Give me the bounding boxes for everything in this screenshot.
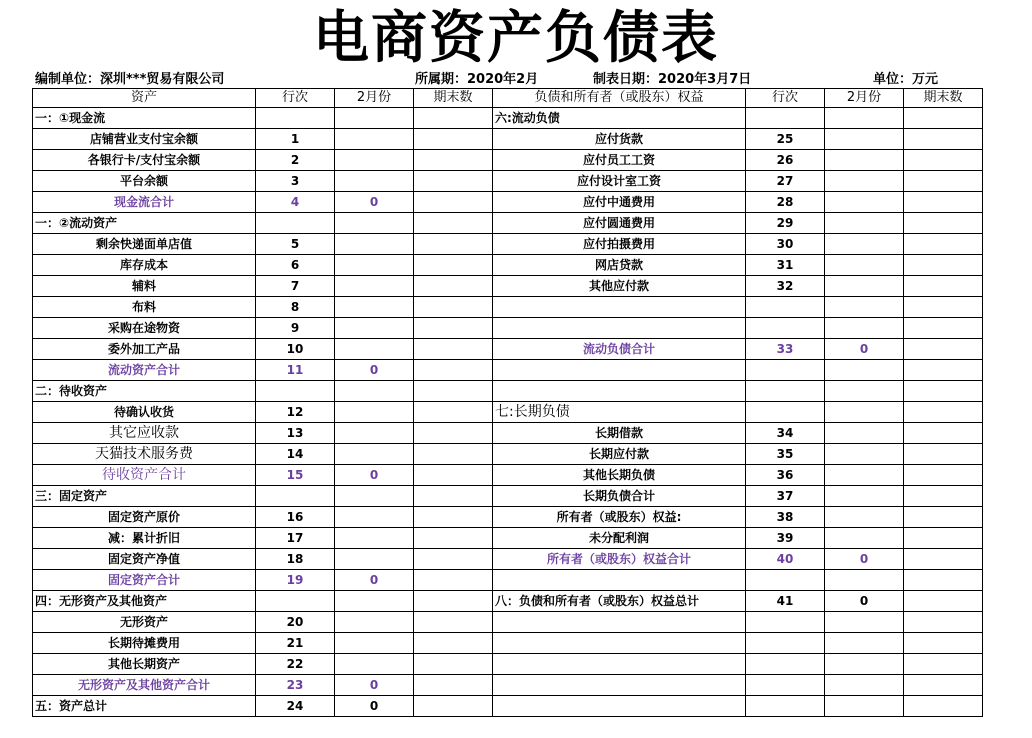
asset-label-cell[interactable]: 剩余快递面单店值 [33,234,256,255]
liability-period-end-value-cell[interactable] [904,213,983,234]
table-row [33,234,983,255]
liability-row-number-cell[interactable] [746,318,825,339]
asset-row-number-cell[interactable]: 22 [256,654,335,675]
asset-label-cell[interactable]: 采购在途物资 [33,318,256,339]
liability-period-end-value-cell[interactable] [904,444,983,465]
asset-feb-value-cell[interactable] [335,297,414,318]
table-row [33,276,983,297]
liability-period-end-value-cell[interactable] [904,297,983,318]
table-row [33,402,983,423]
table-row [33,654,983,675]
liability-row-number-cell[interactable]: 32 [746,276,825,297]
asset-row-number-cell[interactable]: 19 [256,570,335,591]
liability-period-end-value-cell[interactable] [904,276,983,297]
asset-period-end-value-cell[interactable] [414,633,493,654]
asset-period-end-value-cell[interactable] [414,465,493,486]
liability-label-cell[interactable]: 长期借款 [493,423,746,444]
asset-label-cell[interactable]: 一：①现金流 [33,108,256,129]
asset-label-cell[interactable]: 三：固定资产 [33,486,256,507]
col-header: 期末数 [904,89,983,108]
asset-period-end-value-cell[interactable] [414,108,493,129]
liability-period-end-value-cell[interactable] [904,381,983,402]
table-row [33,423,983,444]
liability-row-number-cell[interactable]: 35 [746,444,825,465]
table-row [33,129,983,150]
liability-label-cell[interactable] [493,570,746,591]
asset-period-end-value-cell[interactable] [414,591,493,612]
liability-label-cell[interactable]: 七:长期负债 [493,402,746,423]
col-header: 行次 [256,89,335,108]
asset-feb-value-cell[interactable] [335,423,414,444]
liability-feb-value-cell[interactable] [825,465,904,486]
asset-feb-value-cell[interactable] [335,591,414,612]
asset-period-end-value-cell[interactable] [414,171,493,192]
liability-label-cell[interactable] [493,675,746,696]
liability-feb-value-cell[interactable] [825,150,904,171]
asset-period-end-value-cell[interactable] [414,213,493,234]
asset-feb-value-cell[interactable]: 0 [335,360,414,381]
asset-label-cell[interactable]: 店铺营业支付宝余额 [33,129,256,150]
table-row [33,297,983,318]
liability-row-number-cell[interactable] [746,402,825,423]
asset-period-end-value-cell[interactable] [414,339,493,360]
liability-feb-value-cell[interactable] [825,318,904,339]
liability-period-end-value-cell[interactable] [904,654,983,675]
table-row [33,528,983,549]
liability-label-cell[interactable]: 网店贷款 [493,255,746,276]
liability-label-cell[interactable] [493,633,746,654]
table-row [33,444,983,465]
asset-row-number-cell[interactable]: 21 [256,633,335,654]
liability-label-cell[interactable]: 八：负债和所有者（或股东）权益总计 [493,591,746,612]
asset-label-cell[interactable]: 流动资产合计 [33,360,256,381]
asset-row-number-cell[interactable]: 20 [256,612,335,633]
asset-feb-value-cell[interactable] [335,171,414,192]
asset-row-number-cell[interactable]: 7 [256,276,335,297]
page-title: 电商资产负债表 [313,5,719,71]
asset-period-end-value-cell[interactable] [414,276,493,297]
liability-feb-value-cell[interactable] [825,192,904,213]
asset-feb-value-cell[interactable] [335,444,414,465]
liability-period-end-value-cell[interactable] [904,486,983,507]
asset-period-end-value-cell[interactable] [414,234,493,255]
liability-period-end-value-cell[interactable] [904,507,983,528]
liability-label-cell[interactable] [493,612,746,633]
asset-feb-value-cell[interactable] [335,654,414,675]
table-row [33,486,983,507]
liability-row-number-cell[interactable]: 26 [746,150,825,171]
asset-period-end-value-cell[interactable] [414,129,493,150]
asset-feb-value-cell[interactable] [335,150,414,171]
liability-row-number-cell[interactable] [746,108,825,129]
liability-feb-value-cell[interactable] [825,612,904,633]
liability-label-cell[interactable] [493,696,746,717]
liability-feb-value-cell[interactable] [825,696,904,717]
liability-feb-value-cell[interactable] [825,570,904,591]
org-unit: 编制单位：深圳***贸易有限公司 [35,72,225,87]
asset-row-number-cell[interactable]: 9 [256,318,335,339]
liability-period-end-value-cell[interactable] [904,192,983,213]
liability-row-number-cell[interactable]: 33 [746,339,825,360]
asset-period-end-value-cell[interactable] [414,675,493,696]
period: 所属期：2020年2月 [415,72,539,87]
liability-period-end-value-cell[interactable] [904,528,983,549]
liability-period-end-value-cell[interactable] [904,171,983,192]
asset-label-cell[interactable]: 待收资产合计 [33,465,256,486]
asset-period-end-value-cell[interactable] [414,150,493,171]
liability-period-end-value-cell[interactable] [904,549,983,570]
liability-label-cell[interactable] [493,381,746,402]
liability-label-cell[interactable]: 应付中通费用 [493,192,746,213]
table-row [33,696,983,717]
liability-row-number-cell[interactable]: 30 [746,234,825,255]
liability-feb-value-cell[interactable] [825,444,904,465]
liability-feb-value-cell[interactable] [825,486,904,507]
asset-label-cell[interactable]: 五：资产总计 [33,696,256,717]
liability-row-number-cell[interactable]: 37 [746,486,825,507]
asset-row-number-cell[interactable]: 12 [256,402,335,423]
liability-feb-value-cell[interactable] [825,360,904,381]
liability-feb-value-cell[interactable] [825,213,904,234]
asset-period-end-value-cell[interactable] [414,696,493,717]
liability-feb-value-cell[interactable] [825,276,904,297]
liability-label-cell[interactable]: 应付圆通费用 [493,213,746,234]
liability-row-number-cell[interactable]: 41 [746,591,825,612]
table-row [33,612,983,633]
asset-period-end-value-cell[interactable] [414,402,493,423]
asset-feb-value-cell[interactable] [335,213,414,234]
liability-label-cell[interactable]: 应付员工工资 [493,150,746,171]
asset-period-end-value-cell[interactable] [414,507,493,528]
liability-row-number-cell[interactable] [746,612,825,633]
asset-feb-value-cell[interactable]: 0 [335,675,414,696]
liability-label-cell[interactable]: 六:流动负债 [493,108,746,129]
liability-row-number-cell[interactable] [746,696,825,717]
liability-period-end-value-cell[interactable] [904,150,983,171]
liability-row-number-cell[interactable]: 31 [746,255,825,276]
asset-row-number-cell[interactable] [256,381,335,402]
asset-row-number-cell[interactable]: 10 [256,339,335,360]
liability-feb-value-cell[interactable] [825,402,904,423]
liability-row-number-cell[interactable] [746,633,825,654]
liability-period-end-value-cell[interactable] [904,318,983,339]
asset-period-end-value-cell[interactable] [414,528,493,549]
asset-period-end-value-cell[interactable] [414,486,493,507]
liability-feb-value-cell[interactable] [825,129,904,150]
liability-label-cell[interactable]: 所有者（或股东）权益: [493,507,746,528]
asset-feb-value-cell[interactable] [335,612,414,633]
asset-period-end-value-cell[interactable] [414,612,493,633]
asset-label-cell[interactable]: 天猫技术服务费 [33,444,256,465]
liability-period-end-value-cell[interactable] [904,633,983,654]
liability-period-end-value-cell[interactable] [904,255,983,276]
liability-period-end-value-cell[interactable] [904,591,983,612]
asset-feb-value-cell[interactable] [335,402,414,423]
liability-feb-value-cell[interactable] [825,675,904,696]
asset-label-cell[interactable]: 二：待收资产 [33,381,256,402]
liability-label-cell[interactable] [493,318,746,339]
liability-feb-value-cell[interactable] [825,528,904,549]
table-row [33,381,983,402]
asset-label-cell[interactable]: 各银行卡/支付宝余额 [33,150,256,171]
liability-row-number-cell[interactable]: 36 [746,465,825,486]
asset-feb-value-cell[interactable] [335,318,414,339]
asset-row-number-cell[interactable] [256,213,335,234]
asset-row-number-cell[interactable]: 3 [256,171,335,192]
asset-period-end-value-cell[interactable] [414,297,493,318]
asset-row-number-cell[interactable]: 24 [256,696,335,717]
asset-period-end-value-cell[interactable] [414,318,493,339]
liability-period-end-value-cell[interactable] [904,423,983,444]
asset-feb-value-cell[interactable]: 0 [335,696,414,717]
asset-feb-value-cell[interactable] [335,507,414,528]
asset-label-cell[interactable]: 其它应收款 [33,423,256,444]
table-row [33,150,983,171]
liability-row-number-cell[interactable] [746,360,825,381]
asset-period-end-value-cell[interactable] [414,549,493,570]
liability-feb-value-cell[interactable] [825,633,904,654]
liability-feb-value-cell[interactable] [825,654,904,675]
liability-period-end-value-cell[interactable] [904,612,983,633]
asset-period-end-value-cell[interactable] [414,570,493,591]
asset-label-cell[interactable]: 委外加工产品 [33,339,256,360]
table-row [33,171,983,192]
col-header: 期末数 [414,89,493,108]
liability-label-cell[interactable]: 应付拍摄费用 [493,234,746,255]
asset-row-number-cell[interactable]: 2 [256,150,335,171]
table-row [33,591,983,612]
table-row [33,255,983,276]
asset-row-number-cell[interactable]: 8 [256,297,335,318]
asset-row-number-cell[interactable]: 14 [256,444,335,465]
table-row [33,318,983,339]
liability-label-cell[interactable]: 长期负债合计 [493,486,746,507]
asset-feb-value-cell[interactable] [335,276,414,297]
asset-feb-value-cell[interactable] [335,234,414,255]
asset-row-number-cell[interactable]: 15 [256,465,335,486]
liability-label-cell[interactable]: 应付设计室工资 [493,171,746,192]
asset-label-cell[interactable]: 辅料 [33,276,256,297]
table-row [33,108,983,129]
asset-row-number-cell[interactable]: 5 [256,234,335,255]
col-header: 2月份 [335,89,414,108]
asset-label-cell[interactable]: 无形资产及其他资产合计 [33,675,256,696]
asset-row-number-cell[interactable] [256,108,335,129]
asset-label-cell[interactable]: 待确认收货 [33,402,256,423]
asset-feb-value-cell[interactable]: 0 [335,192,414,213]
col-header: 2月份 [825,89,904,108]
liability-row-number-cell[interactable] [746,381,825,402]
col-header: 行次 [746,89,825,108]
report-date: 制表日期：2020年3月7日 [593,72,752,87]
liability-label-cell[interactable]: 其他应付款 [493,276,746,297]
asset-feb-value-cell[interactable]: 0 [335,570,414,591]
table-row [33,507,983,528]
liability-period-end-value-cell[interactable] [904,570,983,591]
col-header: 资产 [33,89,256,108]
liability-period-end-value-cell[interactable] [904,339,983,360]
liability-row-number-cell[interactable]: 28 [746,192,825,213]
asset-label-cell[interactable]: 库存成本 [33,255,256,276]
asset-label-cell[interactable]: 一：②流动资产 [33,213,256,234]
liability-row-number-cell[interactable]: 38 [746,507,825,528]
asset-feb-value-cell[interactable] [335,633,414,654]
liability-feb-value-cell[interactable] [825,507,904,528]
asset-row-number-cell[interactable]: 6 [256,255,335,276]
liability-period-end-value-cell[interactable] [904,696,983,717]
liability-label-cell[interactable]: 所有者（或股东）权益合计 [493,549,746,570]
asset-row-number-cell[interactable]: 11 [256,360,335,381]
asset-row-number-cell[interactable]: 17 [256,528,335,549]
asset-label-cell[interactable]: 固定资产原价 [33,507,256,528]
asset-label-cell[interactable]: 布料 [33,297,256,318]
asset-label-cell[interactable]: 无形资产 [33,612,256,633]
asset-row-number-cell[interactable] [256,591,335,612]
liability-feb-value-cell[interactable] [825,423,904,444]
asset-feb-value-cell[interactable] [335,486,414,507]
table-row [33,360,983,381]
asset-feb-value-cell[interactable] [335,108,414,129]
table-row [33,549,983,570]
liability-period-end-value-cell[interactable] [904,465,983,486]
asset-period-end-value-cell[interactable] [414,444,493,465]
asset-row-number-cell[interactable]: 23 [256,675,335,696]
table-row [33,213,983,234]
asset-label-cell[interactable]: 固定资产合计 [33,570,256,591]
col-header: 负债和所有者（或股东）权益 [493,89,746,108]
liability-period-end-value-cell[interactable] [904,108,983,129]
asset-label-cell[interactable]: 平台余额 [33,171,256,192]
liability-row-number-cell[interactable] [746,297,825,318]
liability-period-end-value-cell[interactable] [904,402,983,423]
liability-row-number-cell[interactable]: 29 [746,213,825,234]
liability-label-cell[interactable]: 长期应付款 [493,444,746,465]
liability-feb-value-cell[interactable] [825,255,904,276]
liability-row-number-cell[interactable] [746,654,825,675]
liability-label-cell[interactable] [493,654,746,675]
asset-period-end-value-cell[interactable] [414,360,493,381]
liability-feb-value-cell[interactable] [825,108,904,129]
asset-period-end-value-cell[interactable] [414,381,493,402]
asset-period-end-value-cell[interactable] [414,423,493,444]
asset-feb-value-cell[interactable] [335,528,414,549]
asset-feb-value-cell[interactable] [335,549,414,570]
asset-row-number-cell[interactable]: 1 [256,129,335,150]
asset-label-cell[interactable]: 长期待摊费用 [33,633,256,654]
liability-label-cell[interactable] [493,360,746,381]
liability-row-number-cell[interactable]: 34 [746,423,825,444]
liability-row-number-cell[interactable]: 40 [746,549,825,570]
liability-feb-value-cell[interactable]: 0 [825,591,904,612]
liability-label-cell[interactable]: 其他长期负债 [493,465,746,486]
liability-row-number-cell[interactable] [746,675,825,696]
asset-row-number-cell[interactable] [256,486,335,507]
liability-period-end-value-cell[interactable] [904,129,983,150]
header-row [33,89,983,108]
liability-row-number-cell[interactable]: 25 [746,129,825,150]
table-row [33,339,983,360]
liability-period-end-value-cell[interactable] [904,360,983,381]
asset-row-number-cell[interactable]: 13 [256,423,335,444]
asset-label-cell[interactable]: 减：累计折旧 [33,528,256,549]
liability-row-number-cell[interactable]: 39 [746,528,825,549]
asset-feb-value-cell[interactable] [335,255,414,276]
asset-row-number-cell[interactable]: 4 [256,192,335,213]
asset-period-end-value-cell[interactable] [414,192,493,213]
table-row [33,675,983,696]
asset-label-cell[interactable]: 现金流合计 [33,192,256,213]
liability-label-cell[interactable]: 流动负债合计 [493,339,746,360]
asset-feb-value-cell[interactable] [335,339,414,360]
liability-period-end-value-cell[interactable] [904,675,983,696]
asset-period-end-value-cell[interactable] [414,654,493,675]
table-row [33,465,983,486]
asset-label-cell[interactable]: 四：无形资产及其他资产 [33,591,256,612]
balance-sheet-table [32,88,983,717]
liability-row-number-cell[interactable]: 27 [746,171,825,192]
table-row [33,633,983,654]
asset-period-end-value-cell[interactable] [414,255,493,276]
asset-feb-value-cell[interactable] [335,381,414,402]
liability-label-cell[interactable]: 未分配利润 [493,528,746,549]
asset-label-cell[interactable]: 其他长期资产 [33,654,256,675]
asset-feb-value-cell[interactable] [335,129,414,150]
liability-feb-value-cell[interactable]: 0 [825,549,904,570]
liability-feb-value-cell[interactable] [825,234,904,255]
asset-label-cell[interactable]: 固定资产净值 [33,549,256,570]
asset-row-number-cell[interactable]: 18 [256,549,335,570]
liability-feb-value-cell[interactable] [825,381,904,402]
liability-feb-value-cell[interactable]: 0 [825,339,904,360]
table-row [33,192,983,213]
asset-feb-value-cell[interactable]: 0 [335,465,414,486]
liability-feb-value-cell[interactable] [825,297,904,318]
asset-row-number-cell[interactable]: 16 [256,507,335,528]
liability-feb-value-cell[interactable] [825,171,904,192]
liability-row-number-cell[interactable] [746,570,825,591]
table-row [33,570,983,591]
liability-label-cell[interactable] [493,297,746,318]
liability-label-cell[interactable]: 应付货款 [493,129,746,150]
liability-period-end-value-cell[interactable] [904,234,983,255]
currency-unit: 单位：万元 [873,72,939,87]
